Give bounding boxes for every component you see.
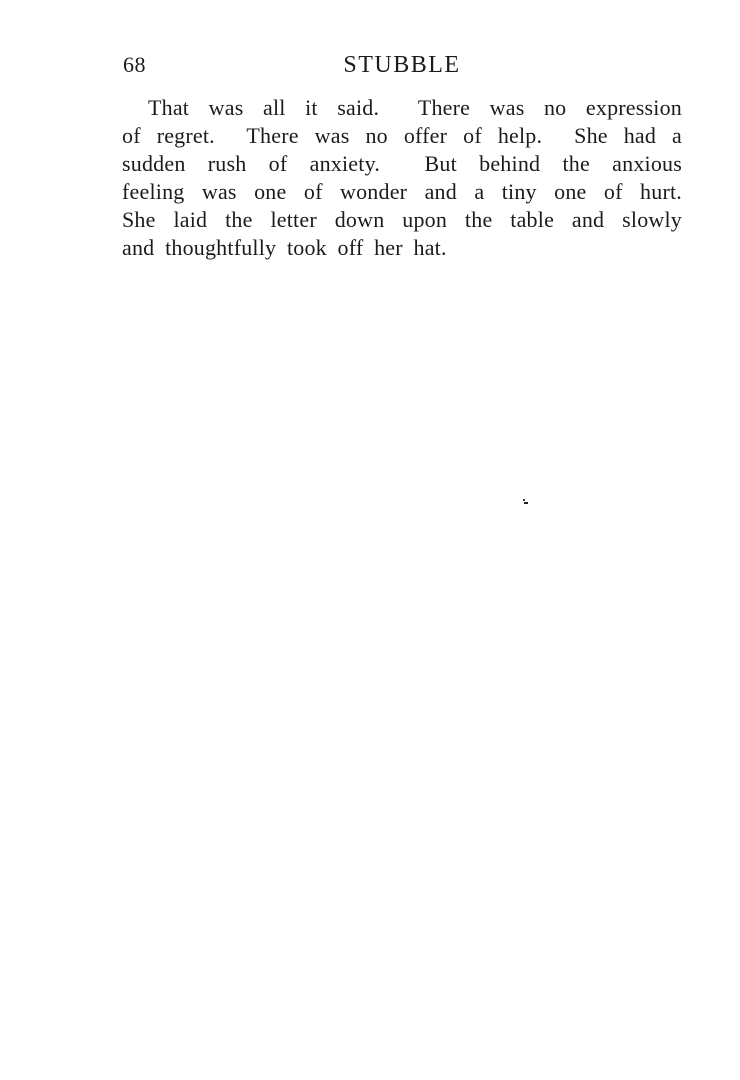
text-line: sudden rush of anxiety. But behind the anxious <box>122 151 682 176</box>
ink-speck <box>523 499 529 505</box>
text-line: of regret. There was no offer of help. She had a <box>122 123 682 148</box>
text-line: feeling was one of wonder and a tiny one of hurt. <box>122 179 682 204</box>
paragraph <box>122 94 682 262</box>
page-number: 68 <box>123 52 146 77</box>
page-header <box>122 50 682 80</box>
running-title: STUBBLE <box>343 52 461 78</box>
text-line: That was all it said. There was no expression <box>148 95 682 120</box>
text-line: She laid the letter down upon the table and slowly <box>122 207 682 232</box>
text-line: and thoughtfully took off her hat. <box>122 235 447 260</box>
